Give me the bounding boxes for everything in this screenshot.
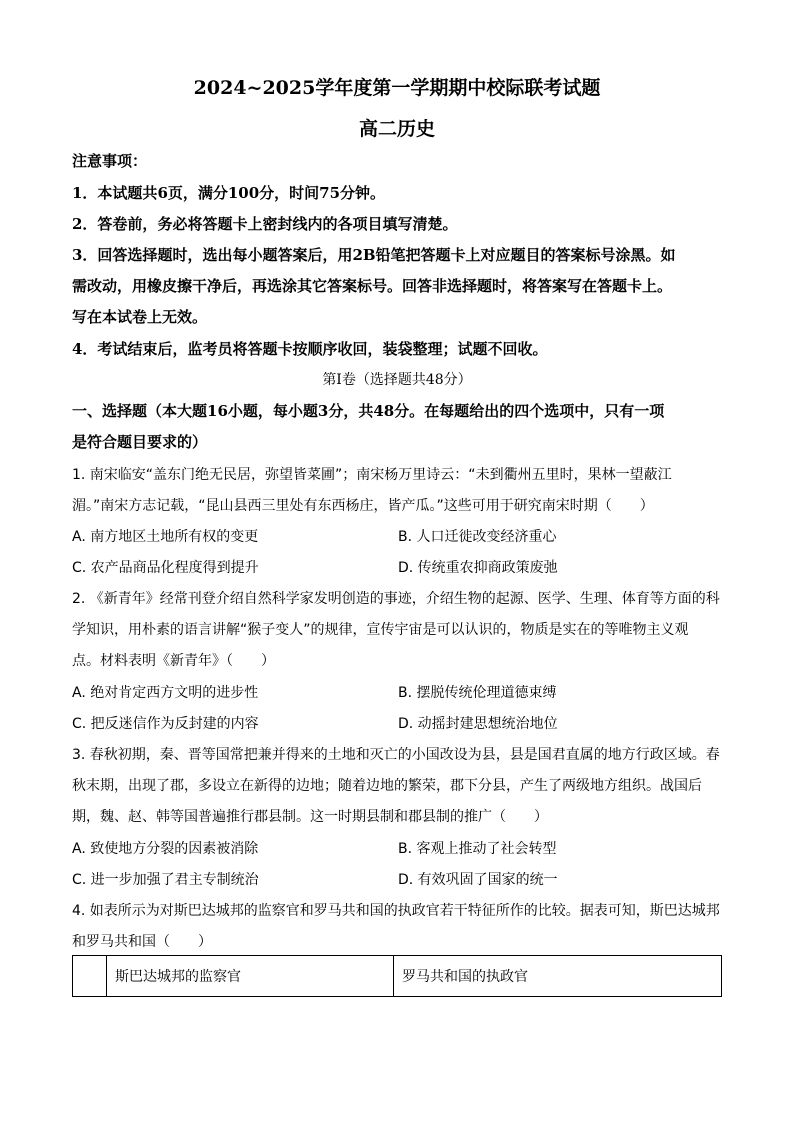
question-3-text: 期，魏、赵、韩等国普遍推行郡县制。这一时期县制和郡县制的推广（ ） [72,809,548,825]
notice-item: 写在本试卷上无效。 [72,308,208,326]
table-header-cell [73,956,107,997]
question-2-option-c[interactable]: C. 把反迷信作为反封建的内容 [72,716,259,732]
notice-item: 需改动，用橡皮擦干净后，再选涂其它答案标号。回答非选择题时，将答案写在答题卡上。 [72,277,673,295]
question-2-option-d[interactable]: D. 动摇封建思想统治地位 [398,716,558,732]
question-2-text: 2. 《新青年》经常刊登介绍自然科学家发明创造的事迹，介绍生物的起源、医学、生理、体育等方面的科 [72,591,720,607]
question-3-text: 秋末期，出现了郡，多设立在新得的边地；随着边地的繁荣，郡下分县，产生了两级地方组织。战国后 [72,778,702,794]
notice-item: 1．本试题共6页，满分100分，时间75分钟。 [72,184,386,202]
question-2-text: 学知识，用朴素的语言讲解“猴子变人”的规律，宣传宇宙是可以认识的，物质是实在的等唯物主义观 [72,622,689,638]
question-1-text: 湄。”南宋方志记载，“昆山县西三里处有东西杨庄，皆产瓜。”这些可用于研究南宋时期（ ） [72,498,654,514]
comparison-table [72,955,722,997]
section-heading: 是符合题目要求的） [72,433,208,451]
exam-title: 2024~2025学年度第一学期期中校际联考试题 [193,77,601,99]
question-1-option-c[interactable]: C. 农产品商品化程度得到提升 [72,560,259,576]
table-header-row [73,956,722,997]
exam-subtitle: 高二历史 [358,118,435,140]
question-3-option-c[interactable]: C. 进一步加强了君主专制统治 [72,872,259,888]
notice-item: 2．答卷前，务必将答题卡上密封线内的各项目填写清楚。 [72,215,458,233]
question-1-option-b[interactable]: B. 人口迁徙改变经济重心 [398,529,557,545]
notice-item: 3．回答选择题时，选出每小题答案后，用2B铅笔把答题卡上对应题目的答案标号涂黑。如 [72,246,676,264]
section-heading: 一、选择题（本大题16小题，每小题3分，共48分。在每题给出的四个选项中，只有一项 [72,402,665,420]
question-3-text: 3. 春秋初期，秦、晋等国常把兼并得来的土地和灭亡的小国改设为县，县是国君直属的地方行政区域。春 [72,747,720,763]
table-header-cell: 罗马共和国的执政官 [394,956,722,997]
question-2-option-b[interactable]: B. 摆脱传统伦理道德束缚 [398,685,557,701]
table-header-cell: 斯巴达城邦的监察官 [107,956,394,997]
question-2-option-a[interactable]: A. 绝对肯定西方文明的进步性 [72,685,259,701]
question-1-option-d[interactable]: D. 传统重农抑商政策废弛 [398,560,558,576]
question-3-option-d[interactable]: D. 有效巩固了国家的统一 [398,872,558,888]
question-4-text: 和罗马共和国（ ） [72,934,212,950]
question-3-option-a[interactable]: A. 致使地方分裂的因素被消除 [72,841,259,857]
question-2-text: 点。材料表明《新青年》（ ） [72,653,275,669]
question-1-option-a[interactable]: A. 南方地区土地所有权的变更 [72,529,259,545]
notice-item: 4．考试结束后，监考员将答题卡按顺序收回，装袋整理；试题不回收。 [72,340,548,358]
question-4-text: 4. 如表所示为对斯巴达城邦的监察官和罗马共和国的执政官若干特征所作的比较。据表可知，斯巴达城邦 [72,903,720,919]
notice-heading: 注意事项： [72,152,148,170]
question-1-text: 1. 南宋临安“盖东门绝无民居，弥望皆菜圃”；南宋杨万里诗云：“未到衢州五里时，果林一望蔽江 [72,467,672,483]
question-3-option-b[interactable]: B. 客观上推动了社会转型 [398,841,557,857]
part-title: 第Ⅰ卷（选择题共48分） [322,372,472,388]
